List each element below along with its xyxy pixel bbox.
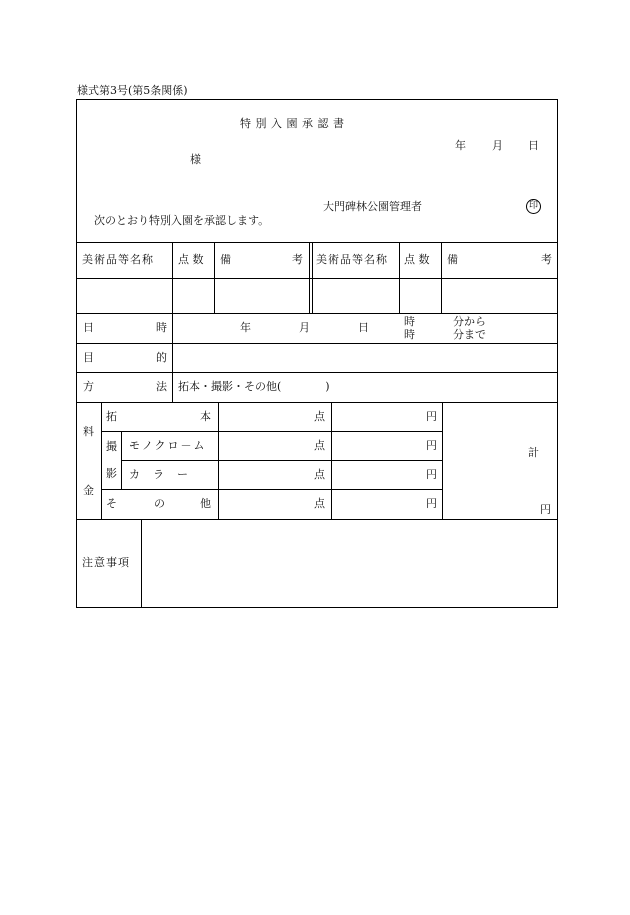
- fee-total-label: 計: [528, 446, 539, 459]
- col-remarks-left-2: 考: [292, 253, 303, 266]
- col-remarks-left-1: 備: [220, 253, 231, 266]
- datetime-month: 月: [299, 321, 310, 334]
- manager-name: 大門碑林公園管理者: [323, 200, 422, 213]
- fee-yen-unit: 円: [426, 497, 437, 510]
- fee-yen-unit: 円: [426, 410, 437, 423]
- fee-rubbing-2: 本: [200, 410, 211, 423]
- col-count-right: 点 数: [404, 253, 430, 266]
- fee-monochrome: モノクロ－ム: [129, 439, 207, 452]
- fee-label-2: 金: [83, 484, 94, 497]
- date-year: 年: [455, 139, 466, 152]
- fee-count-unit: 点: [314, 410, 325, 423]
- purpose-label-2: 的: [156, 351, 167, 364]
- datetime-day: 日: [358, 321, 369, 334]
- fee-color: カ ラ ー: [129, 468, 189, 481]
- fee-total-yen: 円: [540, 503, 551, 516]
- datetime-hour-1: 時: [404, 315, 415, 328]
- date-month: 月: [492, 139, 503, 152]
- fee-other-2: の: [154, 497, 165, 510]
- fee-photo-1: 撮: [106, 440, 117, 453]
- fee-other-1: そ: [106, 497, 117, 510]
- col-artwork-name-left: 美術品等名称: [82, 253, 154, 266]
- col-remarks-right-1: 備: [447, 253, 458, 266]
- fee-yen-unit: 円: [426, 468, 437, 481]
- fee-label-1: 料: [83, 425, 94, 438]
- fee-count-unit: 点: [314, 439, 325, 452]
- date-day: 日: [528, 139, 539, 152]
- purpose-label-1: 目: [83, 351, 94, 364]
- datetime-label-1: 日: [83, 321, 94, 334]
- seal-mark: 印: [526, 199, 541, 214]
- notes-label: 注意事項: [82, 556, 130, 569]
- method-options: 拓本・撮影・その他( ): [178, 380, 330, 393]
- method-label-1: 方: [83, 380, 94, 393]
- datetime-label-2: 時: [156, 321, 167, 334]
- datetime-from: 分から: [453, 315, 486, 328]
- datetime-until: 分まで: [453, 328, 486, 341]
- method-label-2: 法: [156, 380, 167, 393]
- datetime-year: 年: [240, 321, 251, 334]
- col-artwork-name-right: 美術品等名称: [316, 253, 388, 266]
- fee-photo-2: 影: [106, 467, 117, 480]
- datetime-hour-2: 時: [404, 328, 415, 341]
- fee-yen-unit: 円: [426, 439, 437, 452]
- fee-count-unit: 点: [314, 468, 325, 481]
- fee-count-unit: 点: [314, 497, 325, 510]
- col-remarks-right-2: 考: [541, 253, 552, 266]
- form-title: 特 別 入 園 承 認 書: [240, 117, 345, 130]
- approval-statement: 次のとおり特別入園を承認します。: [94, 214, 270, 227]
- col-count-left: 点 数: [178, 253, 204, 266]
- fee-rubbing-1: 拓: [106, 410, 117, 423]
- form-number-label: 様式第3号(第5条関係): [77, 84, 188, 97]
- fee-other-3: 他: [200, 497, 211, 510]
- addressee-suffix: 様: [190, 153, 201, 166]
